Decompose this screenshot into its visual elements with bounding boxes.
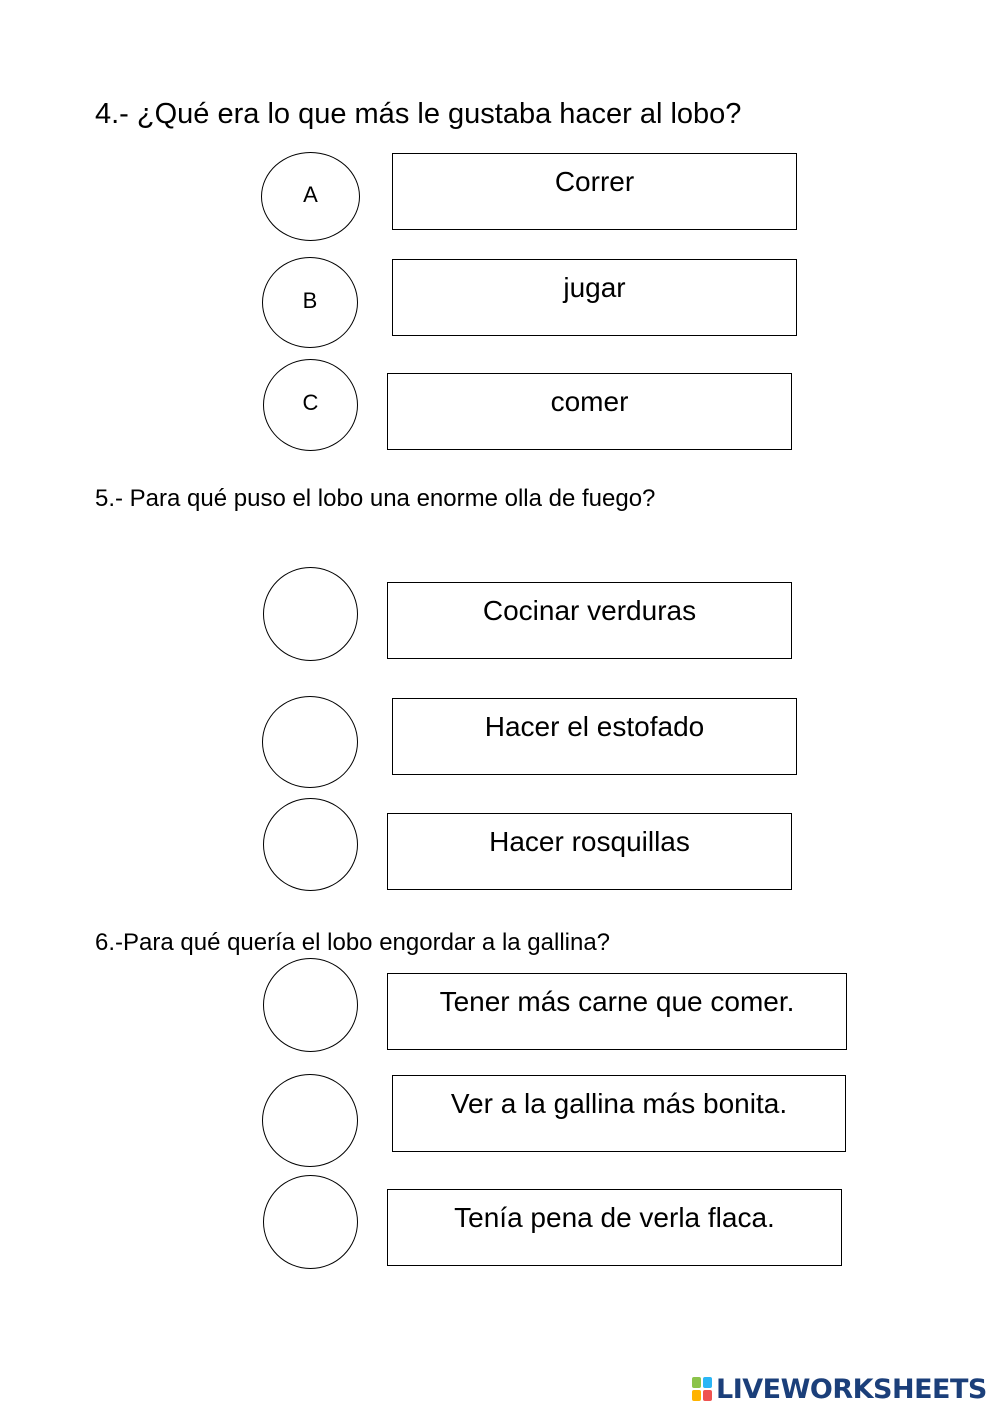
option-6c: Tenía pena de verla flaca. [387, 1189, 842, 1266]
logo-square [692, 1377, 701, 1388]
logo-square [703, 1390, 712, 1401]
answer-circle-5a[interactable] [263, 567, 358, 661]
logo-square [703, 1377, 712, 1388]
option-4a: Correr [392, 153, 797, 230]
answer-circle-5c[interactable] [263, 798, 358, 891]
option-6b: Ver a la gallina más bonita. [392, 1075, 846, 1152]
question-6-text: 6.-Para qué quería el lobo engordar a la gallina? [95, 929, 611, 956]
answer-circle-4a[interactable]: A [261, 152, 360, 241]
answer-circle-5b[interactable] [262, 696, 358, 788]
liveworksheets-logo-text: LIVEWORKSHEETS [716, 1373, 987, 1405]
answer-circle-4c[interactable]: C [263, 359, 358, 451]
answer-circle-6b[interactable] [262, 1074, 358, 1167]
answer-circle-6a[interactable] [263, 958, 358, 1052]
option-5b: Hacer el estofado [392, 698, 797, 775]
option-4b: jugar [392, 259, 797, 336]
answer-circle-4b[interactable]: B [262, 257, 358, 348]
option-5c: Hacer rosquillas [387, 813, 792, 890]
option-5a: Cocinar verduras [387, 582, 792, 659]
option-4c: comer [387, 373, 792, 450]
logo-square [692, 1390, 701, 1401]
liveworksheets-logo [692, 1372, 987, 1406]
option-6a: Tener más carne que comer. [387, 973, 847, 1050]
question-5-text: 5.- Para qué puso el lobo una enorme olla de fuego? [95, 485, 656, 512]
liveworksheets-logo-icon [692, 1377, 712, 1401]
question-4-text: 4.- ¿Qué era lo que más le gustaba hacer al lobo? [95, 98, 742, 130]
answer-circle-6c[interactable] [263, 1175, 358, 1269]
